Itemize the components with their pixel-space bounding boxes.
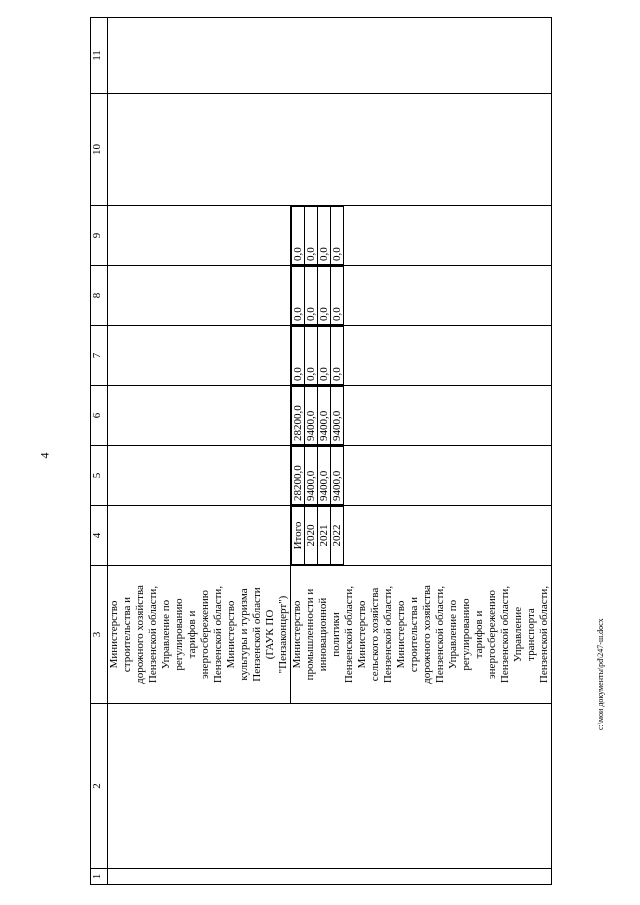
cell-col1 — [108, 869, 552, 885]
cell-col8 — [108, 266, 291, 326]
value-cell: 0,0 — [292, 207, 305, 265]
value-cell: 0,0 — [292, 327, 305, 385]
text-line: Управление по — [447, 599, 459, 670]
cell-col9-values — [291, 206, 552, 266]
cell-col11 — [108, 18, 552, 94]
value-cell: 0,0 — [318, 207, 331, 265]
cell-col6-values — [291, 386, 552, 446]
text-line: Управление по — [160, 599, 172, 670]
col6-block — [291, 386, 344, 445]
col-number-1: 1 — [91, 869, 108, 885]
value-cell: 0,0 — [331, 327, 344, 385]
text-line: промышленности и — [304, 588, 316, 681]
text-line: Министерство — [291, 600, 303, 669]
text-line: тарифов и — [186, 610, 198, 659]
value-cell: 9400,0 — [305, 447, 318, 505]
text-line: культуры и туризма — [238, 588, 250, 681]
cell-col9 — [108, 206, 291, 266]
year-cell: 2021 — [318, 507, 331, 565]
col-number-4: 4 — [91, 506, 108, 566]
value-cell: 0,0 — [292, 267, 305, 325]
col-number-3: 3 — [91, 566, 108, 704]
text-line: Пензенской области — [251, 587, 263, 682]
col-number-10: 10 — [91, 94, 108, 206]
year-cell: 2020 — [305, 507, 318, 565]
value-cell: 9400,0 — [318, 387, 331, 445]
col7-block — [291, 326, 344, 385]
text-line: строительства и — [121, 596, 133, 673]
year-cell: 2022 — [331, 507, 344, 565]
value-cell: 0,0 — [305, 207, 318, 265]
text-line: энергосбережению — [199, 589, 211, 680]
value-cell: 28200,0 — [292, 387, 305, 445]
cell-col3-executors-2 — [291, 566, 552, 704]
text-line: дорожного хозяйства — [134, 585, 146, 684]
years-block — [291, 506, 344, 565]
text-line: Министерство — [225, 600, 237, 669]
page-number: 4 — [37, 452, 52, 459]
col5-block — [291, 446, 344, 505]
text-line: регулированию — [460, 598, 472, 671]
column-number-row — [91, 18, 108, 885]
col-number-2: 2 — [91, 704, 108, 869]
text-line: сельского хозяйства — [369, 587, 381, 682]
text-line: Министерство — [108, 600, 120, 669]
rotated-table-container — [90, 18, 586, 885]
text-line: Министерство — [395, 600, 407, 669]
cell-col6 — [108, 386, 291, 446]
cell-col4-years — [291, 506, 552, 566]
text-line: Управление — [512, 606, 524, 663]
text-line: политики — [330, 612, 342, 657]
cell-col5-values — [291, 446, 552, 506]
text-line: регулированию — [173, 598, 185, 671]
value-cell: 9400,0 — [331, 387, 344, 445]
col8-block — [291, 266, 344, 325]
text-line: (ГАУК ПО — [264, 609, 276, 660]
text-line: инновационной — [317, 597, 329, 672]
col-number-6: 6 — [91, 386, 108, 446]
text-line: "Пензаконцерт") — [277, 595, 289, 674]
value-cell: 28200,0 — [292, 447, 305, 505]
text-line: энергосбережению — [486, 589, 498, 680]
cell-col3-executors-1 — [108, 566, 291, 704]
text-line: Министерство — [356, 600, 368, 669]
value-cell: 0,0 — [331, 207, 344, 265]
program-table — [90, 17, 552, 885]
col-number-5: 5 — [91, 446, 108, 506]
col-number-11: 11 — [91, 18, 108, 94]
footer-file-path: c:\мои документы\pd\247-ш.docx — [596, 618, 605, 730]
text-line: Пензенской области, — [147, 585, 159, 684]
text-line: Пензенской области, — [538, 585, 550, 684]
col-number-8: 8 — [91, 266, 108, 326]
text-line: транспорта — [525, 608, 537, 661]
value-cell: 9400,0 — [331, 447, 344, 505]
cell-col5 — [108, 446, 291, 506]
year-cell: Итого — [292, 507, 305, 565]
text-line: тарифов и — [473, 610, 485, 659]
cell-col4 — [108, 506, 291, 566]
value-cell: 9400,0 — [318, 447, 331, 505]
text-line: Пензенской области, — [212, 585, 224, 684]
text-line: Пензенской области, — [499, 585, 511, 684]
text-line: Пензенской области, — [434, 585, 446, 684]
value-cell: 0,0 — [318, 327, 331, 385]
cell-col8-values — [291, 266, 552, 326]
cell-col10 — [108, 94, 552, 206]
value-cell: 0,0 — [331, 267, 344, 325]
value-cell: 9400,0 — [305, 387, 318, 445]
value-cell: 0,0 — [318, 267, 331, 325]
text-line: Пензенской области, — [343, 585, 355, 684]
text-line: дорожного хозяйства — [421, 585, 433, 684]
table-row-1 — [108, 18, 291, 885]
value-cell: 0,0 — [305, 267, 318, 325]
col-number-7: 7 — [91, 326, 108, 386]
text-line: Пензенской области, — [382, 585, 394, 684]
text-line: строительства и — [408, 596, 420, 673]
cell-col7-values — [291, 326, 552, 386]
col-number-9: 9 — [91, 206, 108, 266]
col9-block — [291, 206, 344, 265]
cell-col7 — [108, 326, 291, 386]
value-cell: 0,0 — [305, 327, 318, 385]
cell-col2 — [108, 704, 552, 869]
